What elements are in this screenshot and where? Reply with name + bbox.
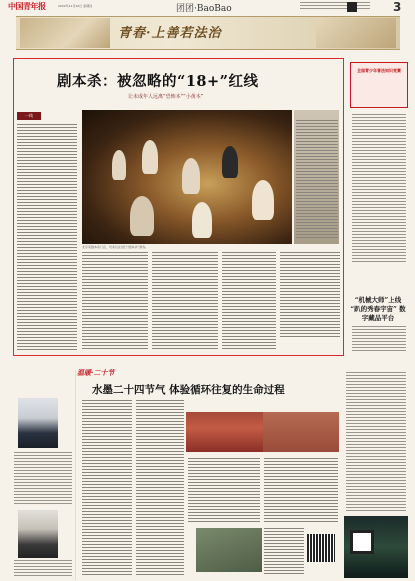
right-column-text: [346, 372, 406, 512]
portrait-photo: [18, 510, 58, 558]
banner-illustration-right: [316, 18, 396, 48]
article-text-column: [280, 252, 340, 338]
photo-caption: 北京某剧本杀门店，玩家们在进行“剧本杀”游戏。: [82, 245, 149, 249]
group-photo: [186, 412, 264, 452]
lead-headline: 剧本杀：被忽略的“18+”红线: [57, 73, 259, 90]
lead-photo: [82, 110, 292, 244]
portrait-photo: [18, 398, 58, 448]
promo-text: 全国青少年普法知识竞赛: [357, 68, 401, 73]
profile-text: [14, 452, 72, 504]
qr-code-icon: [350, 530, 374, 554]
article-text-column: [82, 252, 148, 350]
article-text-column: [264, 458, 338, 524]
story-tag: 温暖·二十节: [77, 368, 115, 377]
qr-code-icon: [347, 2, 357, 12]
section-title: 团团·BaoBao: [176, 4, 232, 14]
side-article-text: [296, 120, 338, 240]
section-tag: 一线: [17, 112, 41, 120]
article-text-column: [222, 252, 276, 350]
qr-code-icon: [307, 534, 335, 562]
article-text-column: [136, 400, 184, 576]
banner-illustration-left: [20, 18, 110, 48]
profile-text: [14, 560, 72, 578]
article-text-column: [152, 252, 218, 350]
lead-subhead: 让未成年人远离“恐怖本”“小黄本”: [128, 94, 204, 100]
group-photo: [263, 412, 339, 452]
sidebar-text: [352, 114, 406, 264]
article-text-column: [264, 528, 304, 576]
masthead-info: [300, 2, 370, 10]
issue-date: 2022年11月10日 星期四: [58, 4, 93, 8]
article-photo: [196, 528, 262, 572]
second-headline: 水墨二十四节气 体验循环往复的生命过程: [92, 384, 285, 396]
newspaper-logo: 中国青年报: [8, 1, 46, 11]
article-text-column: [188, 458, 260, 524]
article-text-column: [17, 124, 77, 350]
banner-title: 青春·上善若法治: [118, 26, 222, 41]
sidebar-headline: “机械大师”上线 “趴的秀春宇宙” 数字藏品平台: [350, 296, 406, 322]
article-text-column: [82, 400, 132, 576]
page-number: 3: [393, 0, 402, 14]
sidebar-text: [352, 326, 406, 352]
